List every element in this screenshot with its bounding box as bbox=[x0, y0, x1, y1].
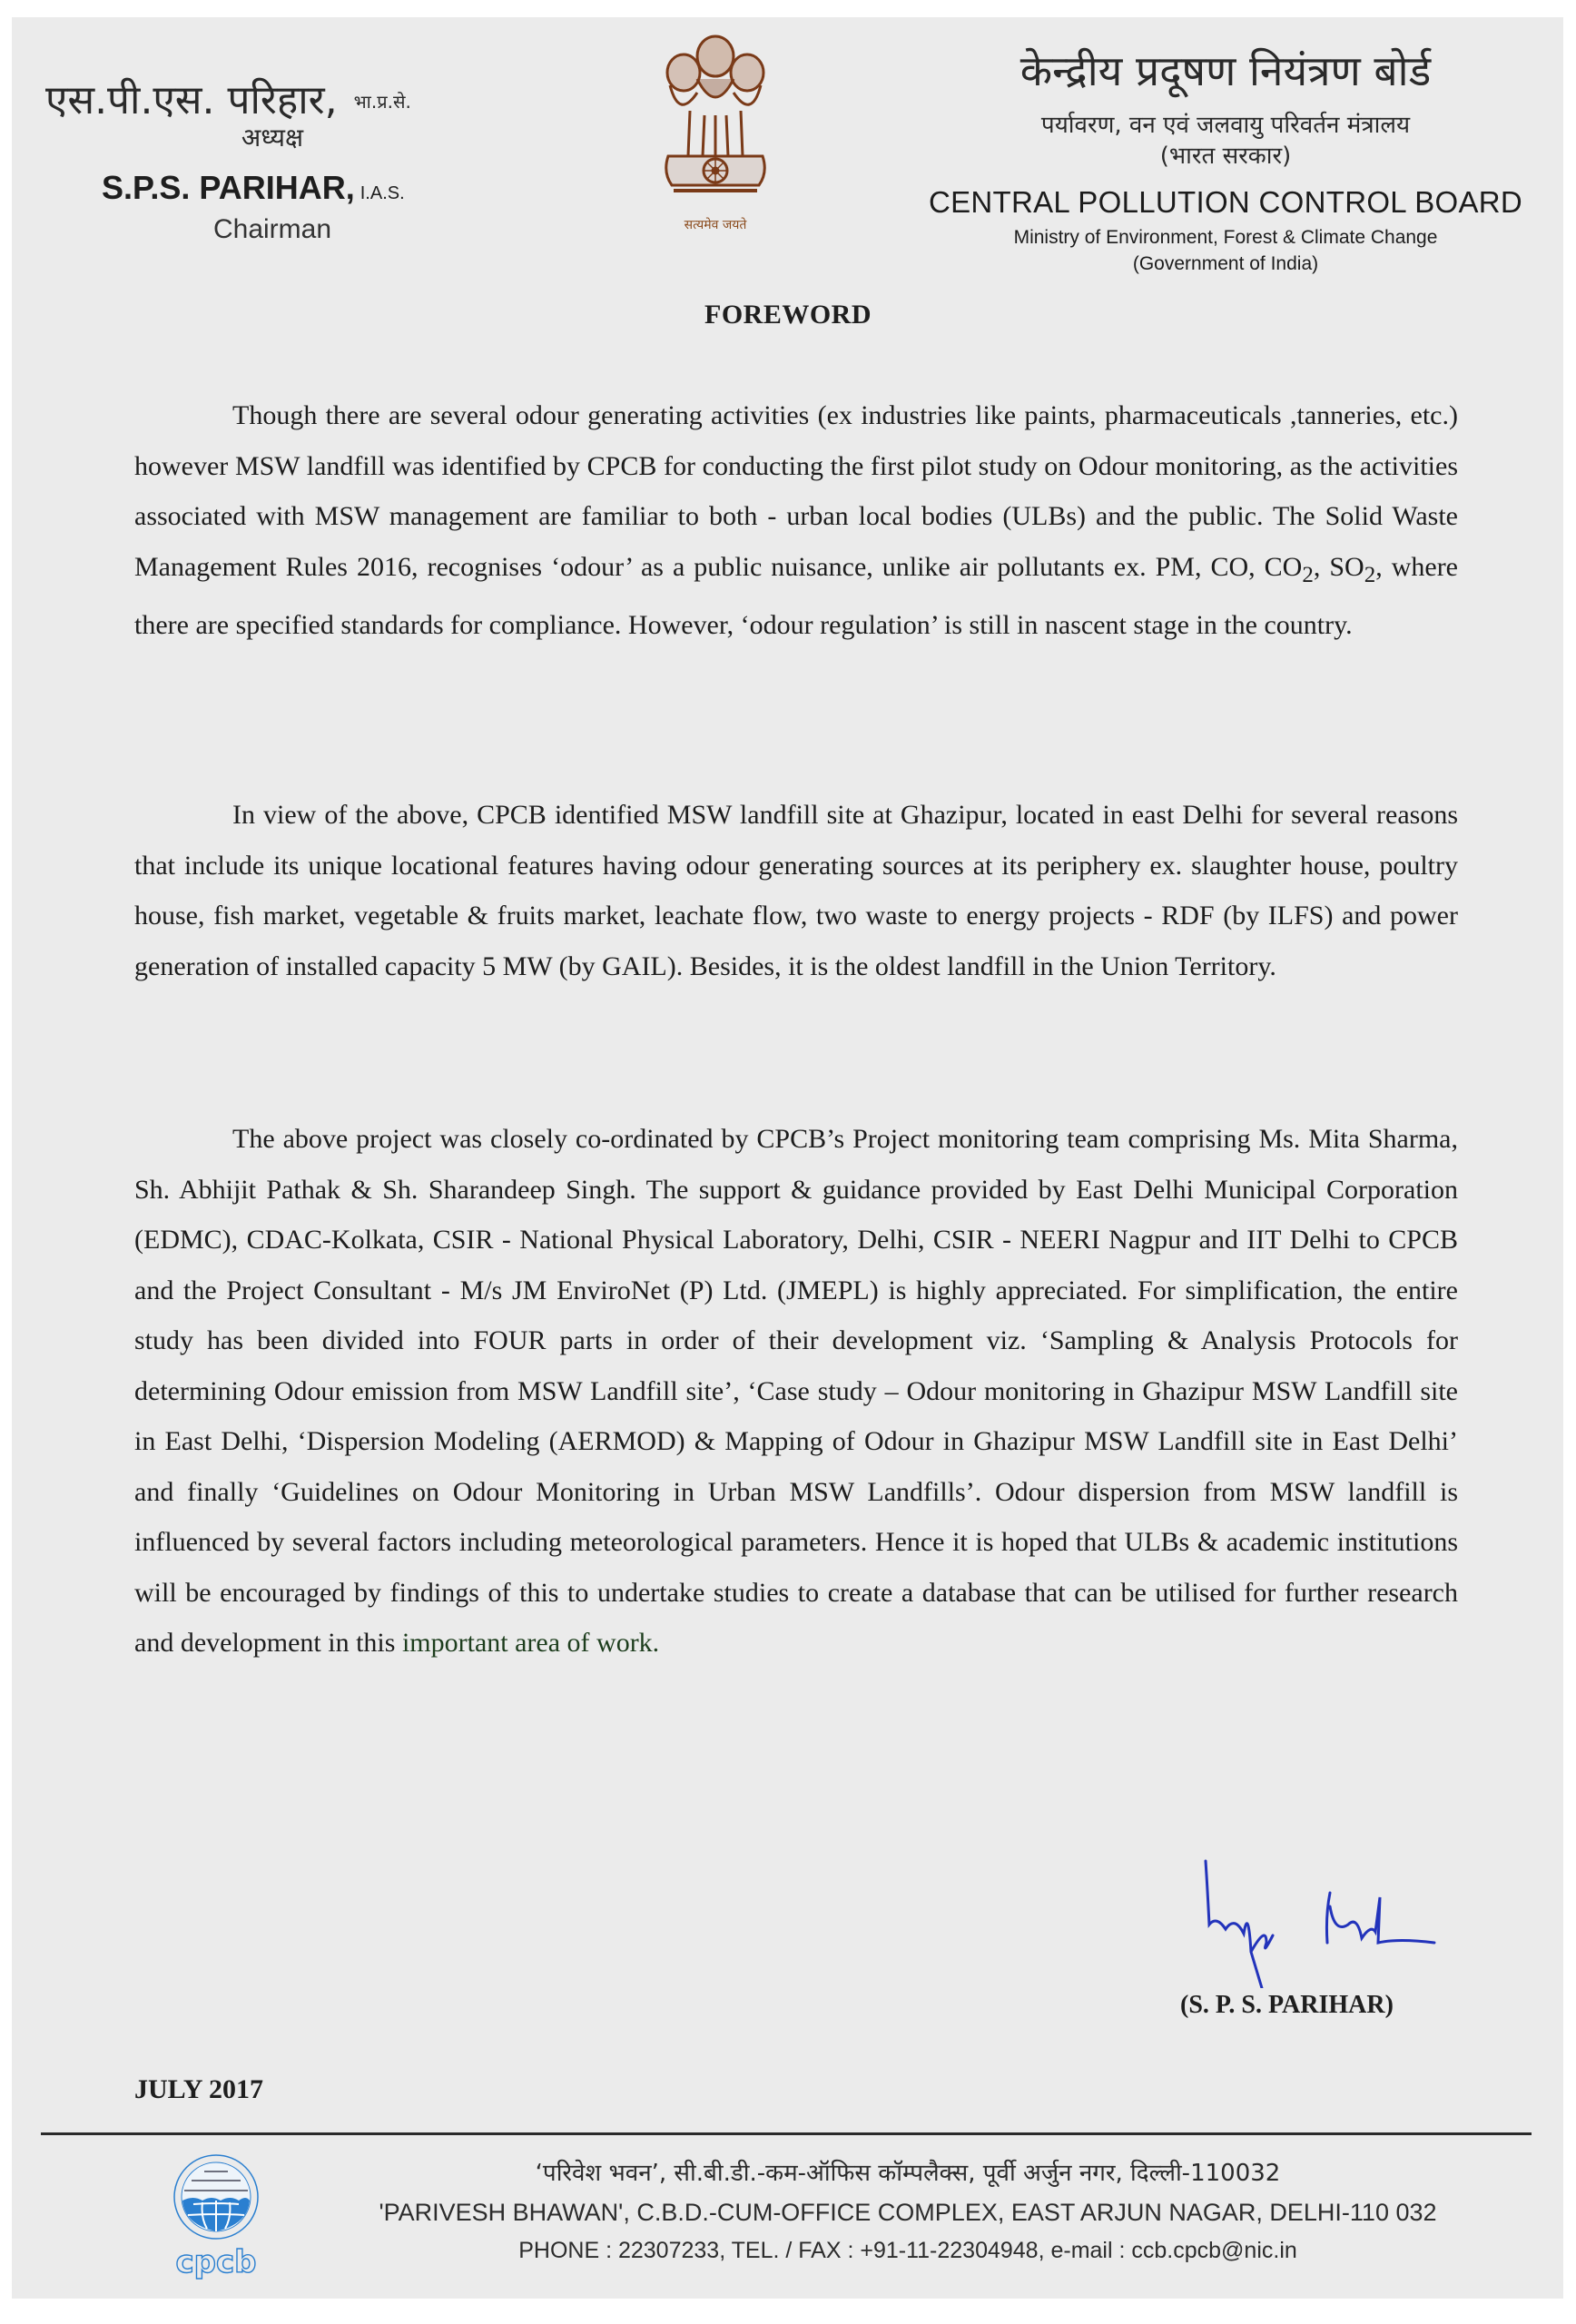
national-emblem-icon bbox=[661, 29, 770, 211]
footer-address-hindi: ‘परिवेश भवन’, सी.बी.डी.-कम-ऑफिस कॉम्पलैक्स, पूर्वी अर्जुन नगर, दिल्ली-110032 bbox=[535, 2160, 1281, 2187]
board-name-hindi: केन्द्रीय प्रदूषण नियंत्रण बोर्ड bbox=[1019, 46, 1432, 95]
signatory-name: (S. P. S. PARIHAR) bbox=[1180, 1991, 1394, 2019]
chairman-title-hindi: अध्यक्ष bbox=[241, 123, 304, 153]
body-paragraph-1 bbox=[134, 390, 1458, 651]
cpcb-logo-text: cpcb bbox=[175, 2244, 257, 2280]
subscript-2: 2 bbox=[1364, 562, 1376, 587]
service-suffix-english: I.A.S. bbox=[360, 183, 405, 203]
cpcb-logo-icon bbox=[166, 2150, 266, 2286]
board-name-english: CENTRAL POLLUTION CONTROL BOARD bbox=[928, 185, 1523, 219]
subscript-2: 2 bbox=[1302, 562, 1314, 587]
body-paragraph-2: In view of the above, CPCB identified MSW landfill site at Ghazipur, located in east Delhi for several reasons that include its unique locational features having odour generating sources at its periphery ex. slaughter house, poultry house, fish market, vegetable & fruits market, leachate flow, two waste to energy projects - RDF (by ILFS) and power generation of installed capacity 5 MW (by GAIL). Besides, it is the oldest landfill in the Union Territory. bbox=[134, 800, 1458, 981]
chairman-name-hindi-text: एस.पी.एस. परिहार, bbox=[45, 77, 338, 123]
government-hindi: (भारत सरकार) bbox=[1159, 143, 1292, 170]
paragraph-1-text-b: , SO bbox=[1313, 551, 1364, 582]
footer-address-english: 'PARIVESH BHAWAN', C.B.D.-CUM-OFFICE COMPLEX, EAST ARJUN NAGAR, DELHI-110 032 bbox=[379, 2199, 1437, 2226]
handwritten-signature-icon bbox=[1198, 1852, 1462, 1988]
chairman-name-english bbox=[102, 169, 405, 207]
paragraph-1-text-c: , where there are specified standards for compliance. However, ‘odour regulation’ is still in nascent stage in the country. bbox=[134, 551, 1459, 640]
footer-contact: PHONE : 22307233, TEL. / FAX : +91-11-22304948, e-mail : ccb.cpcb@nic.in bbox=[518, 2238, 1297, 2263]
footer-divider bbox=[41, 2132, 1532, 2135]
ministry-name-english: Ministry of Environment, Forest & Climate Change bbox=[1013, 227, 1438, 248]
body-paragraph-3 bbox=[134, 1114, 1458, 1669]
document-title: FOREWORD bbox=[704, 300, 872, 330]
document-date: JULY 2017 bbox=[134, 2074, 263, 2104]
paragraph-1-text-a: Though there are several odour generating activities (ex industries like paints, pharmaceuticals ,tanneries, etc.) however MSW landfill was identified by CPCB for conducting the first pilot study on Odour monitoring, as the activities associated with MSW management are familiar to both - urban local bodies (ULBs) and the public. The Solid Waste Management Rules 2016, recognises ‘odour’ as a public nuisance, unlike air pollutants ex. PM, CO, CO bbox=[134, 400, 1458, 582]
chairman-title-english: Chairman bbox=[212, 214, 332, 244]
chairman-name-hindi bbox=[45, 71, 411, 125]
emblem-motto: सत्यमेव जयते bbox=[684, 218, 747, 232]
service-suffix-hindi: भा.प्र.से. bbox=[353, 91, 411, 113]
paragraph-3-tail: important area of work. bbox=[401, 1628, 660, 1658]
ministry-name-hindi: पर्यावरण, वन एवं जलवायु परिवर्तन मंत्रालय bbox=[1040, 112, 1411, 139]
chairman-name-english-text: S.P.S. PARIHAR, bbox=[102, 169, 355, 206]
paragraph-3-text: The above project was closely co-ordinated by CPCB’s Project monitoring team comprising Ms. Mita Sharma, Sh. Abhijit Pathak & Sh. Sharandeep Singh. The support & guidance provided by East Delhi Municipal Corporation (EDMC), CDAC-Kolkata, CSIR - National Physical Laboratory, Delhi, CSIR - NEERI Nagpur and IIT Delhi to CPCB and the Project Consultant - M/s JM EnviroNet (P) Ltd. (JMEPL) is highly appreciated. For simplification, the entire study has been divided into FOUR parts in order of their development viz. ‘Sampling & Analysis Protocols for determining Odour emission from MSW Landfill site’, ‘Case study – Odour monitoring in Ghazipur MSW Landfill site in East Delhi, ‘Dispersion Modeling (AERMOD) & Mapping of Odour in Ghazipur MSW Landfill site in East Delhi’ and finally ‘Guidelines on Odour Monitoring in Urban MSW Landfills’. Odour dispersion from MSW landfill is influenced by several factors including meteorological parameters. Hence it is hoped that ULBs & academic institutions will be encouraged by findings of this to undertake studies to create a database that can be utilised for further research and development in this bbox=[134, 1124, 1458, 1658]
government-english: (Government of India) bbox=[1132, 253, 1319, 274]
